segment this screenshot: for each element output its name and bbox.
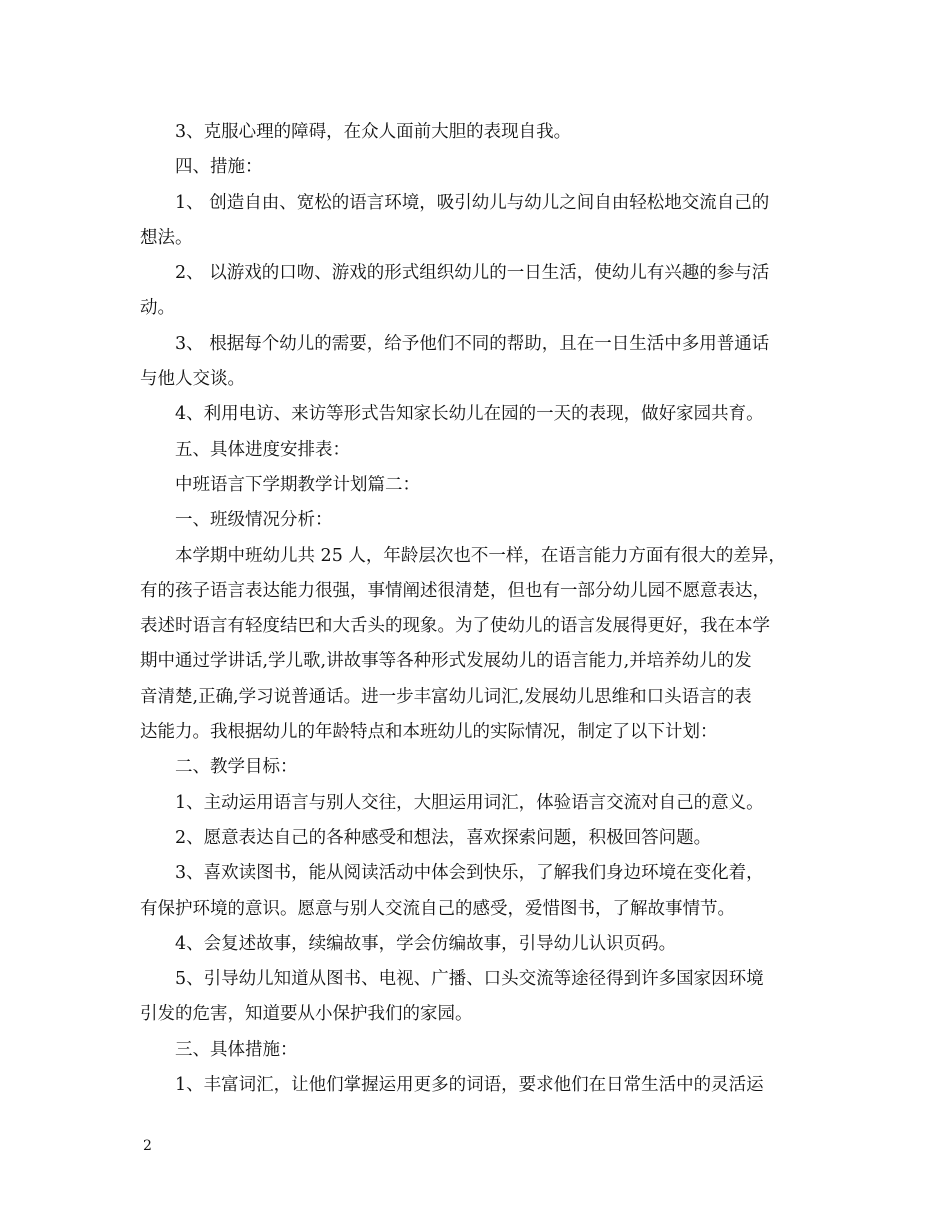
text-line: 有的孩子语言表达能力很强，事情阐述很清楚，但也有一部分幼儿园不愿意表达， [140,580,770,601]
section-heading: 三、具体措施： [175,1039,298,1060]
text-line: 引发的危害，知道要从小保护我们的家园。 [140,1004,473,1025]
text-line: 动。 [140,298,175,319]
text-line: 2、 以游戏的口吻、游戏的形式组织幼儿的一日生活，使幼儿有兴趣的参与活 [175,263,770,284]
section-heading: 一、班级情况分析： [175,510,333,531]
text-line: 与他人交谈。 [140,369,245,390]
text-line: 4、会复述故事，续编故事，学会仿编故事，引导幼儿认识页码。 [175,933,677,954]
section-heading: 二、教学目标： [175,757,298,778]
text-line: 3、 根据每个幼儿的需要，给予他们不同的帮助，且在一日生活中多用普通话 [175,333,770,354]
text-line: 3、喜欢读图书，能从阅读活动中体会到快乐，了解我们身边环境在变化着， [175,863,764,884]
text-line: 达能力。我根据幼儿的年龄特点和本班幼儿的实际情况，制定了以下计划： [140,722,718,743]
text-line: 3、克服心理的障碍，在众人面前大胆的表现自我。 [175,122,572,142]
text-line: 期中通过学讲话,学儿歌,讲故事等各种形式发展幼儿的语言能力,并培养幼儿的发 [140,651,752,672]
section-heading: 中班语言下学期教学计划篇二： [175,474,420,495]
text-line: 有保护环境的意识。愿意与别人交流自己的感受，爱惜图书，了解故事情节。 [140,898,735,919]
text-line: 4、利用电访、来访等形式告知家长幼儿在园的一天的表现，做好家园共育。 [175,404,764,425]
text-line: 1、 创造自由、宽松的语言环境，吸引幼儿与幼儿之间自由轻松地交流自己的 [175,192,770,213]
page-number: 2 [143,1138,152,1154]
text-line: 1、丰富词汇，让他们掌握运用更多的词语，要求他们在日常生活中的灵活运 [175,1075,764,1096]
text-line: 2、愿意表达自己的各种感受和想法，喜欢探索问题，积极回答问题。 [175,827,712,848]
text-line: 5、引导幼儿知道从图书、电视、广播、口头交流等途径得到许多国家因环境 [175,969,764,990]
text-line: 1、主动运用语言与别人交往，大胆运用词汇，体验语言交流对自己的意义。 [175,792,764,813]
text-line: 想法。 [140,227,193,248]
section-heading: 五、具体进度安排表： [175,439,350,460]
text-line: 表述时语言有轻度结巴和大舌头的现象。为了使幼儿的语言发展得更好，我在本学 [140,616,770,637]
text-line: 音清楚,正确,学习说普通话。进一步丰富幼儿词汇,发展幼儿思维和口头语言的表 [140,686,752,707]
section-heading: 四、措施： [175,157,263,178]
document-body [140,115,820,1103]
text-line: 本学期中班幼儿共 25 人，年龄层次也不一样，在语言能力方面有很大的差异， [175,545,786,566]
